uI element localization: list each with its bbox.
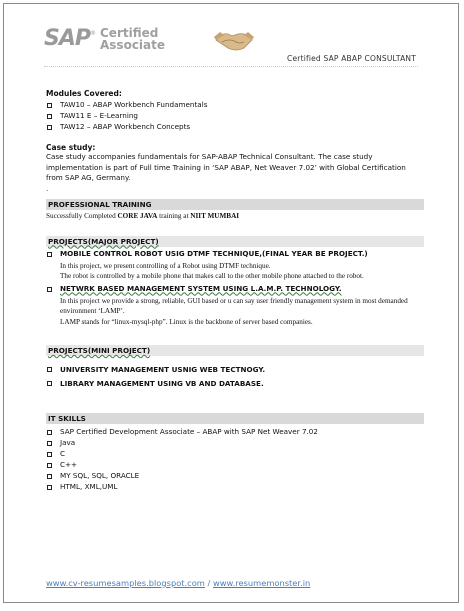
training-text: [46, 211, 424, 222]
case-study-heading: Case study:: [46, 143, 96, 152]
project-description: In this project, we present controlling of a Robot using DTMF technique.: [60, 261, 271, 270]
logo-registered-mark: ®: [90, 30, 96, 37]
list-item: C: [46, 448, 424, 459]
logo-line1: Certified: [100, 25, 159, 40]
list-item: TAW12 – ABAP Workbench Concepts: [46, 121, 424, 132]
list-item: MY SQL, SQL, ORACLE: [46, 470, 424, 481]
professional-training-heading: PROFESSIONAL TRAINING: [46, 199, 424, 210]
list-item: UNIVERSITY MANAGEMENT USNIG WEB TECTNOGY.: [46, 363, 424, 377]
major-project-heading: [46, 236, 424, 247]
project-title-text: NETWRK BASED MANAGEMENT SYSTEM USING L.A.M.P. TECHNOLOGY.: [60, 283, 342, 293]
handshake-icon: [214, 24, 254, 54]
logo-sap-text: SAP: [44, 26, 90, 51]
project-description: The robot is controlled by a mobile phone that makes call to the other mobile phone attached to the robot.: [60, 272, 364, 280]
footer-links: [46, 578, 310, 588]
list-item: SAP Certified Development Associate – ABAP with SAP Net Weaver 7.02: [46, 426, 424, 437]
mini-project-heading: [46, 345, 424, 356]
modules-heading: Modules Covered:: [46, 89, 122, 98]
header-title: Certified SAP ABAP CONSULTANT: [287, 54, 416, 63]
logo-line2: Associate: [100, 37, 166, 52]
footer-link-cv-resumesamples[interactable]: www.cv-resumesamples.blogspot.com: [46, 578, 205, 588]
it-skills-heading: IT SKILLS: [46, 413, 424, 424]
list-item: TAW11 E – E-Learning: [46, 110, 424, 121]
mini-project-heading-text: PROJECTS(MINI PROJECT): [48, 346, 151, 355]
logo-certified-associate: [100, 27, 165, 51]
it-skills-list: [46, 426, 424, 492]
mini-project-list: [46, 363, 424, 391]
list-item: TAW10 – ABAP Workbench Fundamentals: [46, 99, 424, 110]
list-item: Java: [46, 437, 424, 448]
resume-page: [3, 3, 459, 603]
list-item: C++: [46, 459, 424, 470]
project-title: [46, 283, 424, 294]
case-study-dot: .: [46, 183, 49, 193]
training-place: NIIT MUMBAI: [190, 212, 240, 220]
list-item: HTML, XML,UML: [46, 481, 424, 492]
sap-certified-logo: [44, 26, 165, 51]
major-project-list-2: [46, 283, 424, 294]
project-title: MOBILE CONTROL ROBOT USIG DTMF TECHNIQUE,(FINAL YEAR BE PROJECT.): [46, 248, 424, 259]
modules-list: [46, 99, 424, 132]
list-item: LIBRARY MANAGEMENT USING VB AND DATABASE.: [46, 377, 424, 391]
training-prefix: Successfully Completed: [46, 212, 118, 220]
major-project-heading-text: PROJECTS(MAJOR PROJECT): [48, 236, 159, 246]
project-description: In this project we provide a strong, reliable, GUI based or u can say user friendly management system in most demanded environment ‘LAMP’.: [60, 296, 408, 315]
training-mid: training at: [157, 212, 191, 220]
training-course: CORE JAVA: [117, 212, 158, 220]
major-project-list: [46, 248, 424, 259]
footer-separator: /: [204, 578, 213, 588]
project-description: LAMP stands for “linux-mysql-php”. Linux is the backbone of server based companies.: [60, 317, 313, 326]
footer-link-resumemonster[interactable]: www.resumemonster.in: [212, 578, 311, 588]
header-divider: [44, 66, 418, 67]
case-study-text: Case study accompanies fundamentals for SAP-ABAP Technical Consultant. The case study implementation is part of Full time Training in ‘SAP ABAP, Net Weaver 7.02’ with Global Certification from SAP AG, Germany.: [46, 152, 406, 182]
resume-content: [46, 89, 424, 492]
